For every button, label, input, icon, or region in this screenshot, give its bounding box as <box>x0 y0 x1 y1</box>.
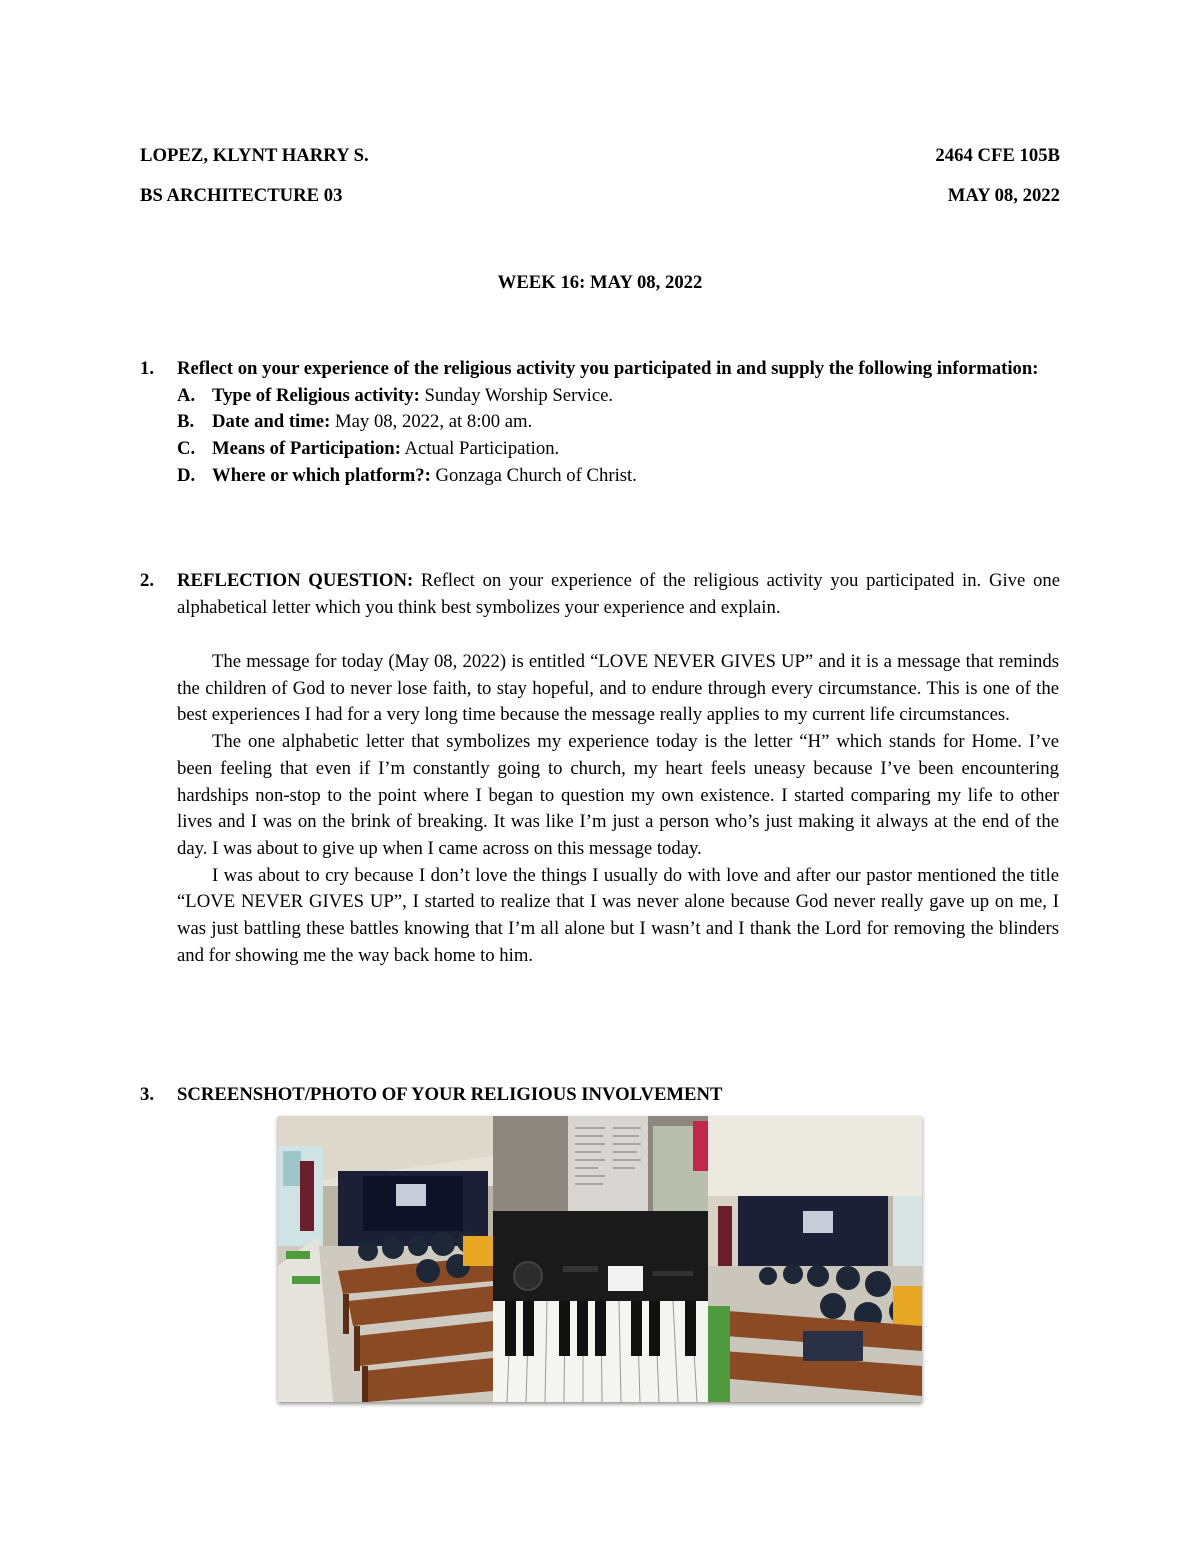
keyboard-photo-center <box>493 1116 708 1402</box>
header-row-1 <box>140 143 1060 170</box>
program: BS ARCHITECTURE 03 <box>140 185 343 206</box>
item-3-number: 3. <box>140 1084 155 1105</box>
detail-value: May 08, 2022, at 8:00 am. <box>330 411 533 433</box>
church-interior-photo-right <box>708 1116 922 1402</box>
reflection-question: Reflect on your experience of the religious activity you participated in. Give one alphabetical letter which you think best symbolizes your experience and explain. <box>177 570 1060 618</box>
item-3 <box>140 1082 1060 1109</box>
reflection-label: REFLECTION QUESTION: <box>177 570 414 591</box>
week-title: WEEK 16: MAY 08, 2022 <box>497 272 703 293</box>
detail-label: Means of Participation: <box>212 438 401 460</box>
item-2 <box>140 568 1060 621</box>
header-date: MAY 08, 2022 <box>947 185 1060 206</box>
detail-label: Date and time: <box>212 411 331 433</box>
course-code: 2464 CFE 105B <box>935 145 1060 166</box>
reflection-paragraph-1: The message for today (May 08, 2022) is entitled “LOVE NEVER GIVES UP” and it is a message that reminds the children of God to never lose faith, to stay hopeful, and to endure through every circumstance. This is one of the best experiences I had for a very long time because the message really applies to my current life circumstances. <box>177 651 1059 726</box>
item-1-number: 1. <box>140 358 155 379</box>
item-1-prompt: Reflect on your experience of the religious activity you participated in and supply the following information: <box>177 358 1039 379</box>
detail-participation <box>177 436 1060 463</box>
activity-details-list <box>140 383 1060 490</box>
detail-value: Gonzaga Church of Christ. <box>430 464 637 486</box>
header-row-2 <box>140 183 1060 210</box>
reflection-paragraph-2: The one alphabetic letter that symbolizes my experience today is the letter “H” which stands for Home. I’ve been feeling that even if I’m constantly going to church, my heart feels uneasy because I’ve been encountering hardships non-stop to the point where I began to question my own existence. I started comparing my life to other lives and I was on the brink of breaking. It was like I’m just a person who’s just making it always at the end of the day. I was about to give up when I came across on this message today. <box>177 731 1059 859</box>
detail-letter: A. <box>177 384 196 406</box>
detail-type <box>177 383 1060 410</box>
item-2-number: 2. <box>140 570 155 591</box>
detail-letter: C. <box>177 438 196 460</box>
reflection-paragraph-3: I was about to cry because I don’t love the things I usually do with love and after our pastor mentioned the title “LOVE NEVER GIVES UP”, I started to realize that I was never alone because God never really gave up on me, I was just battling these battles knowing that I’m all alone but I wasn’t and I thank the Lord for removing the blinders and for showing me the way back home to him. <box>177 864 1059 966</box>
detail-label: Where or which platform?: <box>212 464 431 486</box>
religious-involvement-photo-collage <box>278 1116 922 1402</box>
detail-value: Sunday Worship Service. <box>419 384 614 406</box>
detail-letter: D. <box>177 464 196 486</box>
detail-letter: B. <box>177 411 195 433</box>
detail-platform <box>177 463 1060 490</box>
detail-label: Type of Religious activity: <box>212 384 420 406</box>
church-interior-photo-left <box>278 1116 493 1402</box>
reflection-answer <box>177 649 1059 969</box>
photo-section-label: SCREENSHOT/PHOTO OF YOUR RELIGIOUS INVOLVEMENT <box>177 1084 723 1105</box>
detail-value: Actual Participation. <box>400 438 560 460</box>
item-1 <box>140 356 1060 490</box>
detail-date-time <box>177 409 1060 436</box>
student-name: LOPEZ, KLYNT HARRY S. <box>140 145 369 166</box>
